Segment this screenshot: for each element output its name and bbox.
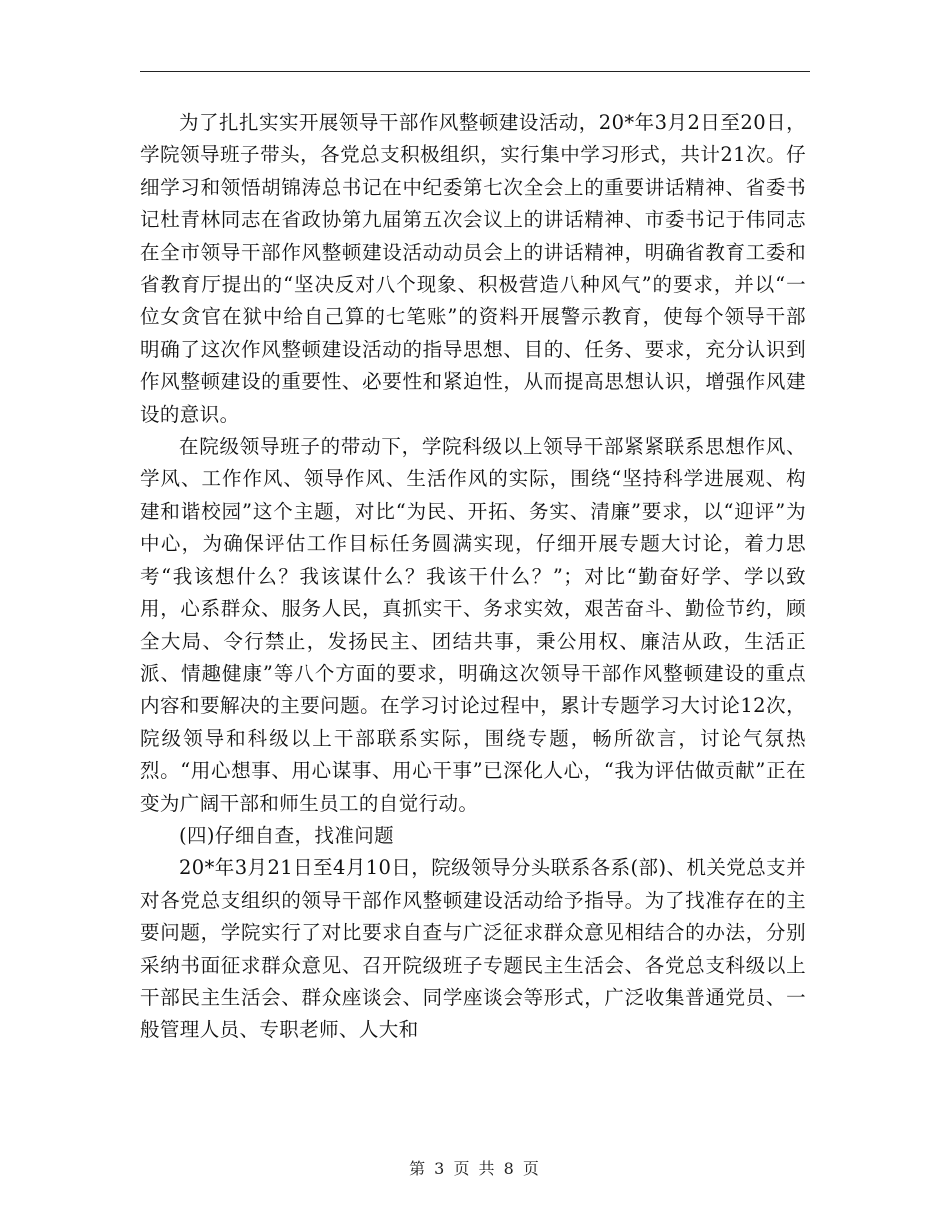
header-rule [140,71,810,72]
page-footer: 第 3 页 共 8 页 [409,1159,541,1178]
section-heading: (四)仔细自查，找准问题 [179,823,395,847]
paragraph: 在院级领导班子的带动下，学院科级以上领导干部紧紧联系思想作风、学风、工作作风、领导作风、生活作风的实际，围绕“坚持科学进展观、构建和谐校园”这个主题，对比“为民、开拓、务实、清廉”要求，以“迎评”为中心，为确保评估工作目标任务圆满实现，仔细开展专题大讨论，着力思考“我该想什么？我该谋什么？我该干什么？”；对比“勤奋好学、学以致用，心系群众、服务人民，真抓实干、务求实效，艰苦奋斗、勤俭节约，顾全大局、令行禁止，发扬民主、团结共事，秉公用权、廉洁从政，生活正派、情趣健康”等八个方面的要求，明确这次领导干部作风整顿建设的重点内容和要解决的主要问题。在学习讨论过程中，累计专题学习大讨论12次，院级领导和科级以上干部联系实际，围绕专题，畅所欲言，讨论气氛热烈。“用心想事、用心谋事、用心干事”已深化人心，“我为评估做贡献”正在变为广阔干部和师生员工的自觉行动。 [140,435,806,815]
paragraph: 20*年3月21日至4月10日，院级领导分头联系各系(部)、机关党总支并对各党总支组织的领导干部作风整顿建设活动给予指导。为了找准存在的主要问题，学院实行了对比要求自查与广泛征求群众意见相结合的办法，分别采纳书面征求群众意见、召开院级班子专题民主生活会、各党总支科级以上干部民主生活会、群众座谈会、同学座谈会等形式，广泛收集普通党员、一般管理人员、专职老师、人大和 [140,856,806,1042]
body-text [140,107,806,1047]
paragraph: 为了扎扎实实开展领导干部作风整顿建设活动，20*年3月2日至20日，学院领导班子带头，各党总支积极组织，实行集中学习形式，共计21次。仔细学习和领悟胡锦涛总书记在中纪委第七次全会上的重要讲话精神、省委书记杜青林同志在省政协第九届第五次会议上的讲话精神、市委书记于伟同志在全市领导干部作风整顿建设活动动员会上的讲话精神，明确省教育工委和省教育厅提出的“坚决反对八个现象、积极营造八种风气”的要求，并以“一位女贪官在狱中给自己算的七笔账”的资料开展警示教育，使每个领导干部明确了这次作风整顿建设活动的指导思想、目的、任务、要求，充分认识到作风整顿建设的重要性、必要性和紧迫性，从而提高思想认识，增强作风建设的意识。 [140,111,806,426]
